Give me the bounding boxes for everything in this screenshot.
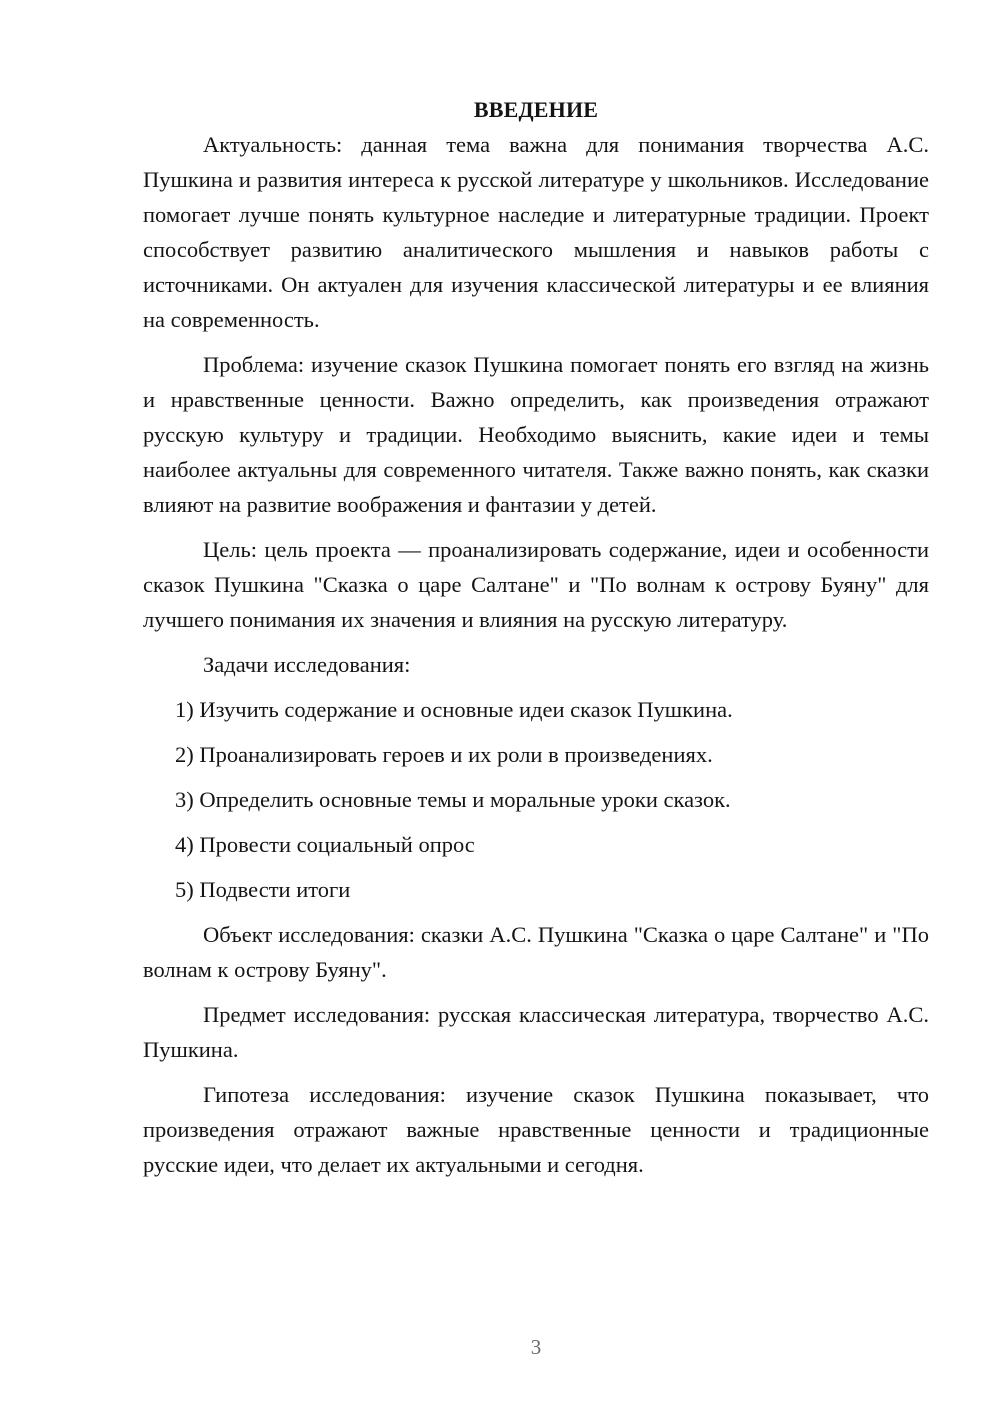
subject-paragraph: Предмет исследования: русская классическая литература, творчество А.С. Пушкина. [143, 1002, 929, 1062]
task-item: 2) Проанализировать героев и их роли в произведениях. [175, 742, 713, 767]
tasks-list [143, 692, 929, 907]
task-item: 5) Подвести итоги [175, 877, 351, 902]
page-content [143, 93, 929, 1182]
goal-paragraph: Цель: цель проекта — проанализировать содержание, идеи и особенности сказок Пушкина "Сказка о царе Салтане" и "По волнам к острову Буяну" для лучшего понимания их значения и влияния на русскую литературу. [143, 537, 929, 632]
task-item: 1) Изучить содержание и основные идеи сказок Пушкина. [175, 697, 733, 722]
object-paragraph: Объект исследования: сказки А.С. Пушкина "Сказка о царе Салтане" и "По волнам к острову Буяну". [143, 922, 929, 982]
hypothesis-paragraph: Гипотеза исследования: изучение сказок Пушкина показывает, что произведения отражают важные нравственные ценности и традиционные русские идеи, что делает их актуальными и сегодня. [143, 1082, 929, 1177]
task-item: 3) Определить основные темы и моральные уроки сказок. [175, 787, 731, 812]
relevance-paragraph: Актуальность: данная тема важна для понимания творчества А.С. Пушкина и развития интереса к русской литературе у школьников. Исследование помогает лучше понять культурное наследие и литературные традиции. Проект способствует развитию аналитического мышления и навыков работы с источниками. Он актуален для изучения классической литературы и ее влияния на современность. [143, 132, 929, 332]
tasks-title: Задачи исследования: [203, 652, 411, 677]
task-item: 4) Провести социальный опрос [175, 832, 475, 857]
page-number: 3 [530, 1335, 542, 1359]
problem-paragraph: Проблема: изучение сказок Пушкина помогает понять его взгляд на жизнь и нравственные ценности. Важно определить, как произведения отражают русскую культуру и традиции. Необходимо выяснить, какие идеи и темы наиболее актуальны для современного читателя. Также важно понять, как сказки влияют на развитие воображения и фантазии у детей. [143, 352, 929, 517]
section-heading: ВВЕДЕНИЕ [473, 97, 599, 122]
